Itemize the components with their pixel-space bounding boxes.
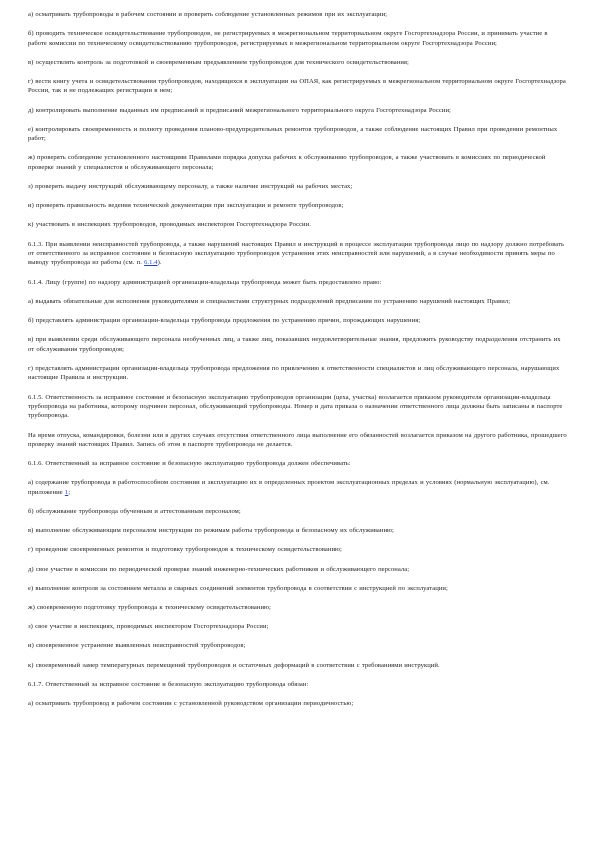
paragraph-text: в) при выявлении среди обслуживающего персонала необученных лиц, а также лиц, показавших неудовлетворительные знания, предложить руководству подразделения отстранить их от обслуживания трубопроводов; (28, 336, 561, 353)
paragraph (28, 431, 568, 450)
paragraph-text: а) осматривать трубопровод в рабочем состоянии с установленной руководством организации периодичностью; (28, 699, 354, 707)
paragraph-text: д) контролировать выполнение выданных им предписаний и предписаний межрегионального территориального округа Госгортехнадзора России; (28, 106, 451, 114)
paragraph-text: в) осуществлять контроль за подготовкой и своевременным предъявлением трубопроводов для технического освидетельствования; (28, 58, 409, 66)
document-page (28, 10, 568, 718)
paragraph (28, 478, 568, 497)
paragraph-text: ; (68, 488, 71, 496)
paragraph-text: к) участвовать в инспекциях трубопроводов, проводимых инспектором Госгортехнадзора России. (28, 221, 311, 229)
paragraph-text: ). (157, 259, 162, 267)
paragraph (28, 526, 568, 535)
cross-reference-link[interactable]: 1 (64, 488, 69, 496)
paragraph (28, 364, 568, 383)
paragraph (28, 699, 568, 708)
paragraph-text: г) представлять администрации организации-владельца трубопровода предложения по привлечению к ответственности специалистов и лиц обслуживающего персонала, нарушающих настоящие Правила и инструкции. (28, 364, 560, 382)
paragraph-text: д) свое участие в комиссии по периодической проверке знаний инженерно-технических работников и обслуживающего персонала; (28, 565, 410, 573)
paragraph (28, 29, 568, 48)
paragraph-text: г) вести книгу учета и освидетельствования трубопроводов, находящихся в эксплуатации на ОПАЯ, как регистрируемых в межрегиональном территориальном округе Госгортехнадзора России, так и не подлежащих регистрации в нем; (28, 78, 566, 95)
paragraph (28, 393, 568, 421)
paragraph (28, 278, 568, 287)
paragraph (28, 622, 568, 631)
paragraph (28, 10, 568, 19)
paragraph-text: 6.1.4. Лицу (группе) по надзору администрацией организации-владельца трубопровода может быть предоставлено право: (28, 278, 382, 286)
paragraph (28, 335, 568, 354)
paragraph (28, 125, 568, 144)
paragraph-text: и) проверять правильность ведения технической документации при эксплуатации и ремонте трубопроводов; (28, 202, 344, 210)
paragraph-text: а) содержание трубопровода в работоспособном состоянии и эксплуатацию их в определенных проектом эксплуатационных пределах и условиях (нормальную эксплуатацию), см. приложение (28, 479, 550, 496)
paragraph (28, 220, 568, 229)
paragraph-text: е) контролировать своевременность и полноту проведения планово-предупредительных ремонтов трубопроводов, а также соблюдение настоящих Правил при проведении ремонтных работ; (28, 125, 558, 143)
paragraph (28, 661, 568, 670)
paragraph (28, 507, 568, 516)
paragraph (28, 58, 568, 67)
paragraph-text: а) осматривать трубопроводы в рабочем состоянии и проверять соблюдение установленных режимов при их эксплуатации; (28, 11, 388, 18)
paragraph (28, 77, 568, 96)
paragraph-text: е) выполнение контроля за состоянием металла и сварных соединений элементов трубопровода в соответствии с инструкцией по эксплуатации; (28, 584, 448, 592)
paragraph-text: На время отпуска, командировки, болезни или в других случаях отсутствия ответственного лица выполнение его обязанностей возлагается приказом на другого работника, прошедшего проверку знаний настоящих Правил. Запись об этом в паспорте трубопровода не делается. (28, 431, 567, 448)
paragraph (28, 182, 568, 191)
paragraph-text: 6.1.3. При выявлении неисправностей трубопровода, а также нарушений настоящих Правил и инструкций в процессе эксплуатации трубопровода лицо по надзору должно потребовать от ответственного за исправное состояние и безопасную эксплуатацию трубопроводов устранения этих неисправностей или нарушений, а в случае необходимости принять меры по выводу трубопровода из работы (см. п. (28, 240, 565, 267)
paragraph (28, 545, 568, 554)
paragraph (28, 603, 568, 612)
paragraph (28, 153, 568, 172)
paragraph-text: з) свое участие в инспекциях, проводимых инспектором Госгортехнадзора России; (28, 623, 269, 631)
paragraph (28, 297, 568, 306)
paragraph-text: з) проверять выдачу инструкций обслуживающему персоналу, а также наличие инструкций на рабочих местах; (28, 183, 353, 191)
paragraph-text: 6.1.6. Ответственный за исправное состояние и безопасную эксплуатацию трубопровода должен обеспечивать: (28, 460, 351, 468)
paragraph-text: г) проведение своевременных ремонтов и подготовку трубопроводов к техническому освидетельствованию; (28, 546, 342, 554)
paragraph-text: к) своевременный замер температурных перемещений трубопроводов и остаточных деформаций в соответствии с требованиями инструкций. (28, 661, 440, 669)
paragraph (28, 106, 568, 115)
paragraph-text: б) проводить техническое освидетельствование трубопроводов, не регистрируемых в межрегиональном территориальном округе Госгортехнадзора России, и принимать участие в работе комиссии по техническому освидетельствованию трубопроводов, регистрируемых в межрегиональном территориальном округе Госгортехнадзора России; (28, 30, 548, 47)
paragraph-text: 6.1.7. Ответственный за исправное состояние и безопасную эксплуатацию трубопровода обязан: (28, 680, 309, 688)
paragraph (28, 459, 568, 468)
paragraph (28, 316, 568, 325)
paragraph-text: ж) проверять соблюдение установленного настоящими Правилами порядка допуска рабочих к обслуживанию трубопроводов, а также участвовать в комиссиях по периодической проверке знаний у специалистов и обслуживающего персонала; (28, 154, 546, 171)
paragraph-text: ж) своевременную подготовку трубопровода к техническому освидетельствованию; (28, 603, 271, 611)
paragraph (28, 641, 568, 650)
paragraph-text: б) представлять администрации организации-владельца трубопровода предложения по устранению причин, порождающих нарушения; (28, 317, 421, 325)
paragraph (28, 680, 568, 689)
paragraph-text: б) обслуживание трубопровода обученным и аттестованным персоналом; (28, 507, 241, 515)
paragraph (28, 584, 568, 593)
paragraph-text: а) выдавать обязательные для исполнения руководителями и специалистами структурных подразделений предписания по устранению нарушений настоящих Правил; (28, 297, 511, 305)
paragraph (28, 201, 568, 210)
cross-reference-link[interactable]: 6.1.4 (144, 259, 158, 267)
paragraph (28, 565, 568, 574)
paragraph-text: в) выполнение обслуживающим персоналом инструкции по режимам работы трубопровода и безопасному их обслуживанию; (28, 527, 394, 535)
paragraph-text: и) своевременное устранение выявленных неисправностей трубопроводов; (28, 642, 246, 650)
paragraph (28, 240, 568, 268)
paragraph-text: 6.1.5. Ответственность за исправное состояние и безопасную эксплуатацию трубопроводов организации (цеха, участка) возлагается приказом руководителя организации-владельца трубопровода на работника, которому подчинен персонал, обслуживающий трубопроводы. Номер и дата приказа о назначении ответственного лица должны быть записаны в паспорте трубопровода. (28, 393, 563, 420)
